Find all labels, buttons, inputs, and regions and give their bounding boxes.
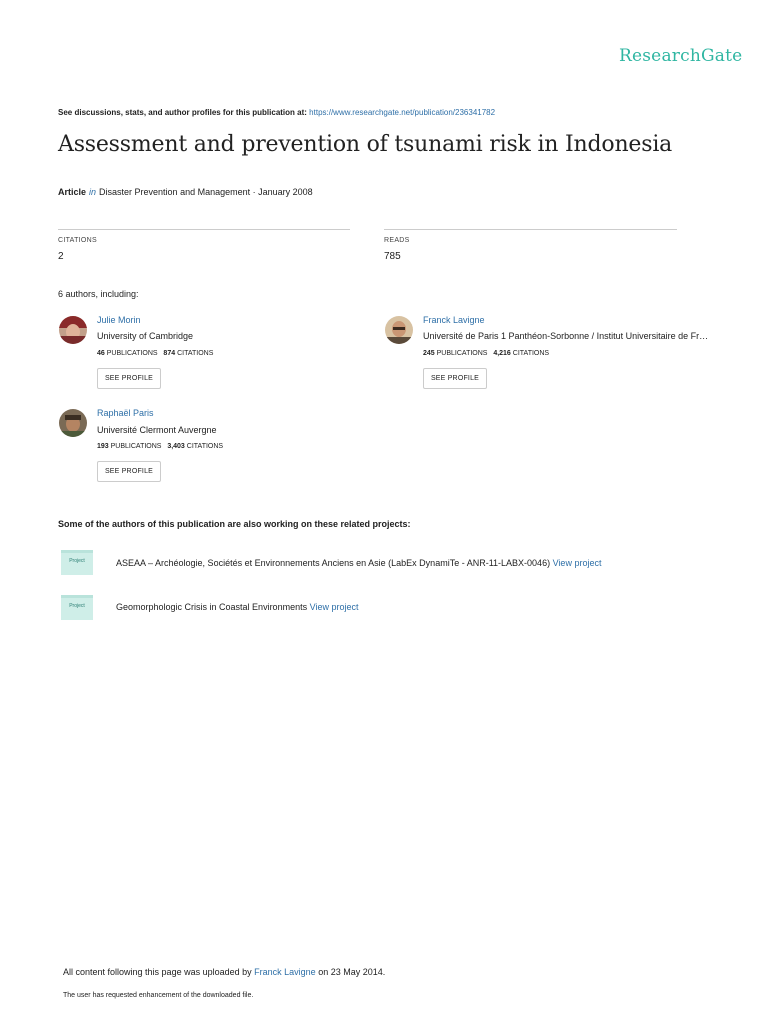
citations-value: 2: [58, 251, 64, 262]
author-name-link[interactable]: Julie Morin: [97, 315, 141, 325]
publication-meta: [58, 187, 313, 197]
citations-count: 3,403: [167, 443, 185, 450]
author-stats: [423, 350, 549, 357]
publications-count: 46: [97, 350, 105, 357]
discussion-text: See discussions, stats, and author profiles for this publication at:: [58, 108, 307, 117]
author-stats: [97, 350, 213, 357]
citations-divider: [58, 229, 350, 230]
avatar-photo-icon: [59, 409, 87, 437]
author-stats: [97, 443, 223, 450]
project-title: Geomorphologic Crisis in Coastal Environments: [116, 602, 308, 612]
project-item: [116, 602, 358, 612]
upload-prefix: All content following this page was uploaded by: [63, 967, 252, 977]
citations-count: 4,216: [493, 350, 511, 357]
project-title: ASEAA – Archéologie, Sociétés et Environnements Anciens en Asie (LabEx DynamiTe - ANR-11-LABX-0046): [116, 558, 551, 568]
reads-label: READS: [384, 237, 410, 244]
avatar-photo-icon: [385, 316, 413, 344]
project-icon-label: Project: [69, 558, 85, 564]
author-avatar[interactable]: [59, 316, 87, 344]
view-project-link[interactable]: View project: [309, 602, 359, 612]
citations-label: CITATIONS: [186, 443, 224, 450]
author-affiliation: University of Cambridge: [97, 331, 194, 341]
enhancement-note: The user has requested enhancement of the downloaded file.: [63, 992, 254, 999]
related-projects-heading: Some of the authors of this publication are also working on these related projects:: [58, 519, 411, 529]
project-icon-label: Project: [69, 603, 85, 609]
authors-count: 6 authors, including:: [58, 289, 139, 299]
author-name-link[interactable]: Raphaël Paris: [97, 408, 154, 418]
uploader-link[interactable]: Franck Lavigne: [254, 967, 316, 977]
reads-value: 785: [384, 251, 401, 262]
discussion-line: [58, 108, 495, 117]
researchgate-logo[interactable]: ResearchGate: [619, 46, 743, 66]
publication-url-link[interactable]: https://www.researchgate.net/publication/236341782: [309, 108, 496, 117]
publications-label: PUBLICATIONS: [106, 350, 158, 357]
project-item: [116, 558, 601, 568]
upload-suffix: on 23 May 2014.: [318, 967, 386, 977]
publications-label: PUBLICATIONS: [436, 350, 488, 357]
project-icon[interactable]: [61, 595, 93, 620]
author-avatar[interactable]: [385, 316, 413, 344]
publication-title: Assessment and prevention of tsunami risk in Indonesia: [58, 132, 673, 157]
view-project-link[interactable]: View project: [552, 558, 602, 568]
citations-count: 874: [163, 350, 176, 357]
article-type: Article: [58, 187, 87, 197]
author-name-link[interactable]: Franck Lavigne: [423, 315, 485, 325]
see-profile-button[interactable]: SEE PROFILE: [97, 368, 161, 389]
publications-count: 193: [97, 443, 109, 450]
citations-label: CITATIONS: [512, 350, 550, 357]
upload-note: [63, 967, 385, 977]
reads-divider: [384, 229, 677, 230]
author-avatar[interactable]: [59, 409, 87, 437]
see-profile-button[interactable]: SEE PROFILE: [97, 461, 161, 482]
author-affiliation: Université Clermont Auvergne: [97, 425, 217, 435]
publications-label: PUBLICATIONS: [110, 443, 162, 450]
journal-date: Disaster Prevention and Management · January 2008: [99, 187, 313, 197]
author-affiliation: Université de Paris 1 Panthéon-Sorbonne / Institut Universitaire de Fr…: [423, 331, 709, 341]
see-profile-button[interactable]: SEE PROFILE: [423, 368, 487, 389]
publications-count: 245: [423, 350, 435, 357]
project-icon[interactable]: [61, 550, 93, 575]
in-label: in: [89, 187, 97, 197]
citations-label: CITATIONS: [58, 237, 97, 244]
avatar-photo-icon: [59, 316, 87, 344]
citations-label: CITATIONS: [177, 350, 214, 357]
